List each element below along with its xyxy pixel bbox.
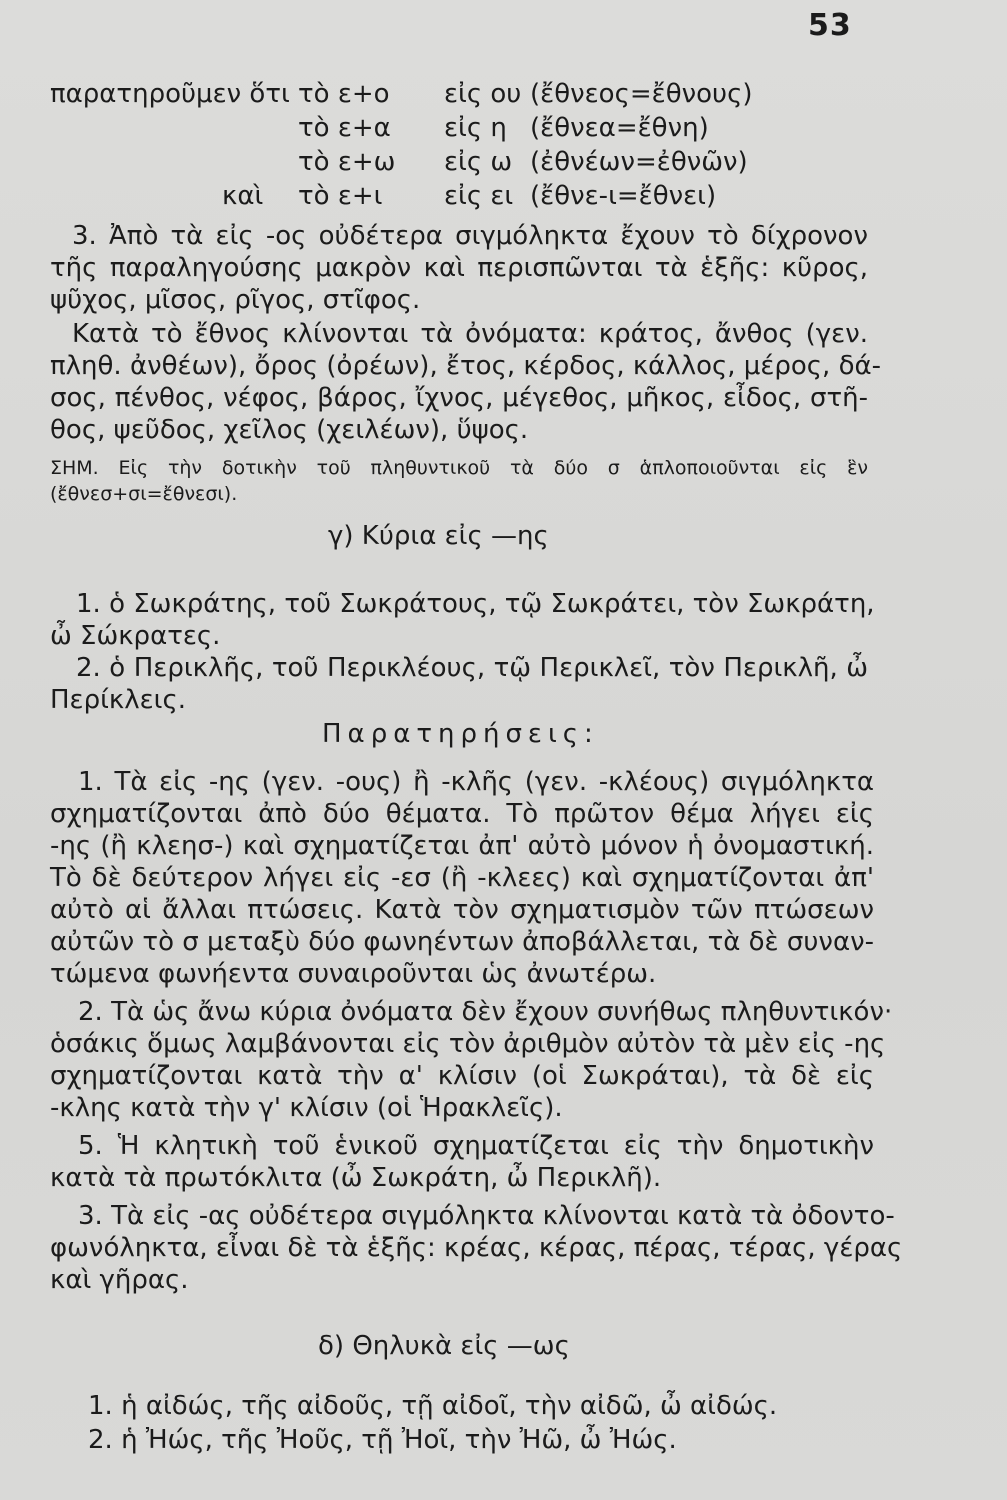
text-line: 5. Ἡ κλητικὴ τοῦ ἑνικοῦ σχηματίζεται εἰς τὴν δημοτικὴν — [78, 1131, 874, 1161]
heading-gamma: γ) Κύρια εἰς —ης — [328, 521, 549, 551]
heading-paratiriseis: Παρατηρήσεις: — [322, 719, 599, 749]
text-line: Κατὰ τὸ ἔθνος κλίνονται τὰ ὀνόματα: κράτος, ἄνθος (γεν. — [72, 319, 868, 349]
intro-lead-1: παρατηροῦμεν ὅτι — [50, 79, 290, 109]
text-line: σχηματίζονται ἀπὸ δύο θέματα. Τὸ πρῶτον θέμα λήγει εἰς — [50, 799, 874, 829]
intro-ex-4: (ἔθνε-ι=ἔθνει) — [530, 181, 717, 211]
text-line: -ης (ἢ κλεησ-) καὶ σχηματίζεται ἀπ' αὐτὸ μόνον ἡ ὀνομαστική. — [50, 831, 874, 861]
text-line: 1. ἡ αἰδώς, τῆς αἰδοῦς, τῇ αἰδοῖ, τὴν αἰδῶ, ὦ αἰδώς. — [88, 1391, 778, 1421]
text-line: ὦ Σώκρατες. — [50, 621, 221, 651]
text-line: Περίκλεις. — [50, 685, 186, 715]
text-line: θος, ψεῦδος, χεῖλος (χειλέων), ὕψος. — [50, 415, 529, 445]
page-number: 53 — [808, 8, 852, 43]
text-line: αὐτῶν τὸ σ μεταξὺ δύο φωνηέντων ἀποβάλλεται, τὰ δὲ συναν- — [50, 927, 874, 957]
text-line: καὶ γῆρας. — [50, 1265, 189, 1295]
text-line: πληθ. ἀνθέων), ὄρος (ὀρέων), ἔτος, κέρδος, κάλλος, μέρος, δά- — [50, 351, 882, 381]
text-line: ὁσάκις ὅμως λαμβάνονται εἰς τὸν ἀριθμὸν αὐτὸν τὰ μὲν εἰς -ης — [50, 1029, 886, 1059]
text-line: φωνόληκτα, εἶναι δὲ τὰ ἑξῆς: κρέας, κέρας, πέρας, τέρας, γέρας — [50, 1233, 903, 1263]
text-line: σχηματίζονται κατὰ τὴν α' κλίσιν (οἱ Σωκράται), τὰ δὲ εἰς — [50, 1061, 874, 1091]
intro-lead-4: καὶ — [222, 181, 264, 211]
text-line: 1. ὁ Σωκράτης, τοῦ Σωκράτους, τῷ Σωκράτει, τὸν Σωκράτη, — [76, 589, 875, 619]
text-line: κατὰ τὰ πρωτόκλιτα (ὦ Σωκράτη, ὦ Περικλῆ). — [50, 1163, 662, 1193]
text-line: 2. ὁ Περικλῆς, τοῦ Περικλέους, τῷ Περικλεῖ, τὸν Περικλῆ, ὦ — [76, 653, 868, 683]
intro-to-3: εἰς ω — [444, 147, 513, 177]
text-line: τώμενα φωνήεντα συναιροῦνται ὡς ἀνωτέρω. — [50, 959, 657, 989]
text-line: 2. ἡ Ἠώς, τῆς Ἠοῦς, τῇ Ἠοῖ, τὴν Ἠῶ, ὦ Ἠώς. — [88, 1425, 677, 1455]
intro-ex-1: (ἔθνεος=ἔθνους) — [530, 79, 753, 109]
intro-ex-3: (ἐθνέων=ἐθνῶν) — [530, 147, 748, 177]
text-line: σος, πένθος, νέφος, βάρος, ἴχνος, μέγεθος, μῆκος, εἶδος, στῆ- — [50, 383, 868, 413]
intro-art-4: τὸ ε+ι — [298, 181, 383, 211]
text-line: 3. Τὰ εἰς -ας οὐδέτερα σιγμόληκτα κλίνονται κατὰ τὰ ὀδοντο- — [78, 1201, 895, 1231]
text-line: 3. Ἀπὸ τὰ εἰς -ος οὐδέτερα σιγμόληκτα ἔχουν τὸ δίχρονον — [72, 221, 868, 251]
text-line: -κλης κατὰ τὴν γ' κλίσιν (οἱ Ἡρακλεῖς). — [50, 1093, 563, 1123]
note-line: (ἔθνεσ+σι=ἔθνεσι). — [50, 483, 238, 505]
text-line: Τὸ δὲ δεύτερον λήγει εἰς -εσ (ἢ -κλεες) καὶ σχηματίζονται ἀπ' — [50, 863, 874, 893]
text-line: 1. Τὰ εἰς -ης (γεν. -ους) ἢ -κλῆς (γεν. -κλέους) σιγμόληκτα — [78, 767, 874, 797]
text-line: τῆς παραληγούσης μακρὸν καὶ περισπῶνται τὰ ἑξῆς: κῦρος, — [50, 253, 868, 283]
text-line: αὐτὸ αἱ ἄλλαι πτώσεις. Κατὰ τὸν σχηματισμὸν τῶν πτώσεων — [50, 895, 874, 925]
text-line: 2. Τὰ ὡς ἄνω κύρια ὀνόματα δὲν ἔχουν συνήθως πληθυντικόν· — [78, 997, 893, 1027]
intro-to-2: εἰς η — [444, 113, 507, 143]
intro-to-1: εἰς ου — [444, 79, 522, 109]
heading-delta: δ) Θηλυκὰ εἰς —ως — [318, 1331, 570, 1361]
intro-art-3: τὸ ε+ω — [298, 147, 396, 177]
intro-ex-2: (ἔθνεα=ἔθνη) — [530, 113, 709, 143]
note-line: ΣΗΜ. Εἰς τὴν δοτικὴν τοῦ πληθυντικοῦ τὰ δύο σ ἁπλοποιοῦνται εἰς ἓν — [50, 457, 868, 479]
intro-art-2: τὸ ε+α — [298, 113, 391, 143]
intro-to-4: εἰς ει — [444, 181, 514, 211]
intro-art-1: τὸ ε+ο — [298, 79, 390, 109]
text-line: ψῦχος, μῖσος, ρῖγος, στῖφος. — [50, 285, 421, 315]
